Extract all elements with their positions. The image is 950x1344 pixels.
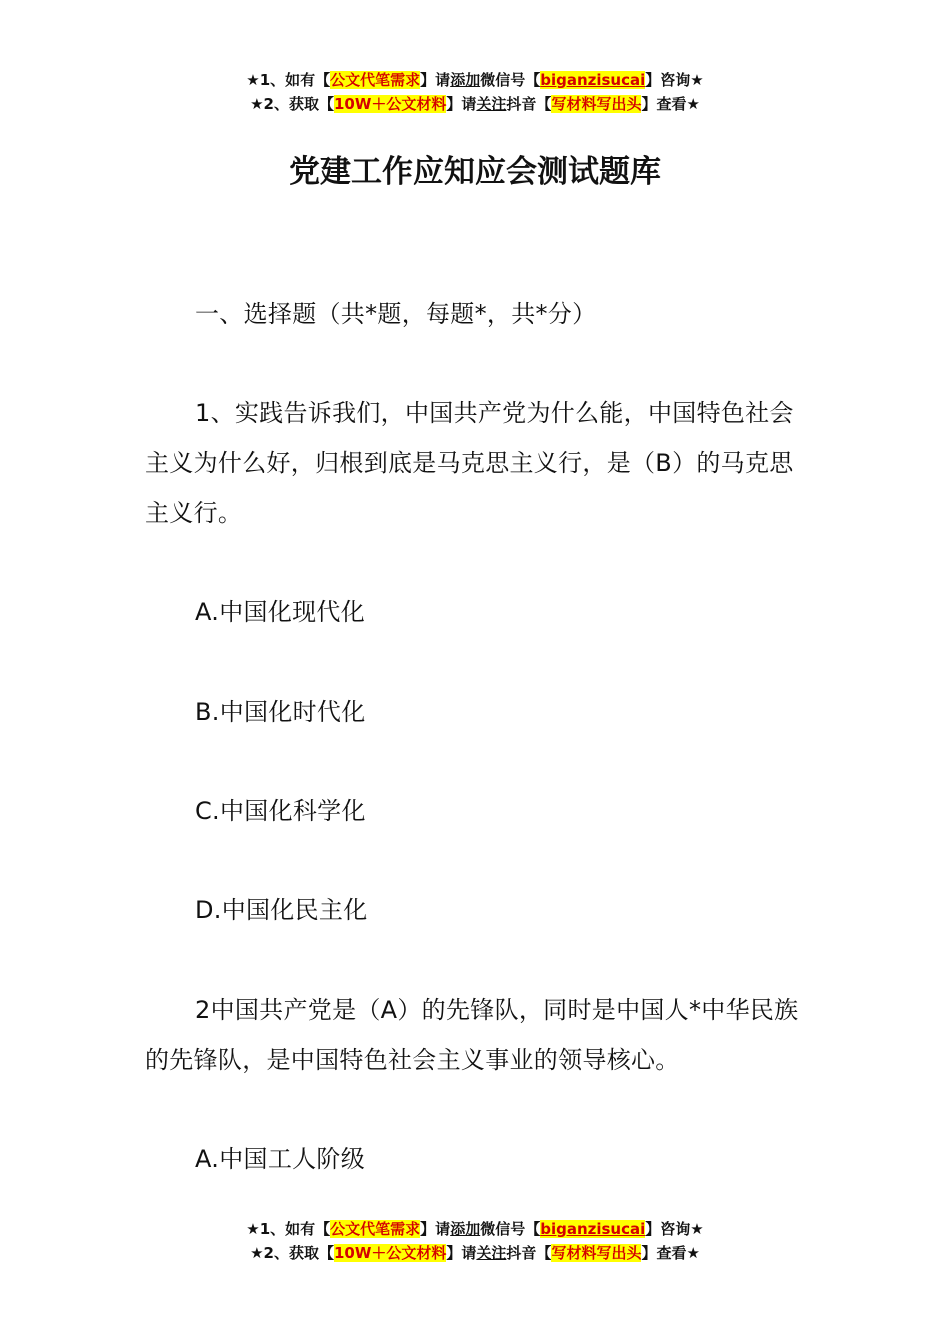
section-heading: 一、选择题（共*题，每题*，共*分） <box>195 300 597 328</box>
q1-option-a: A.中国化现代化 <box>195 598 366 626</box>
banner-underline: 关注 <box>476 95 507 113</box>
q1-option-d: D.中国化民主化 <box>195 896 368 924</box>
banner-text: ★2、获取【 <box>250 1244 334 1262</box>
banner-underline: 添加 <box>450 71 481 89</box>
banner-text: 】咨询★ <box>645 1220 704 1238</box>
banner-underline: 关注 <box>476 1244 507 1262</box>
banner-text: ★1、如有【 <box>246 71 331 89</box>
top-banner <box>0 68 950 116</box>
banner-text: 】查看★ <box>641 95 700 113</box>
banner-line-2 <box>0 1241 950 1265</box>
banner-text: 】请 <box>446 95 477 113</box>
q1-option-b: B.中国化时代化 <box>195 698 366 726</box>
banner-text: ★2、获取【 <box>250 95 334 113</box>
banner-text: 】查看★ <box>641 1244 700 1262</box>
question-2: 2中国共产党是（A）的先锋队，同时是中国人*中华民族的先锋队，是中国特色社会主义事业的领导核心。 <box>145 996 799 1074</box>
banner-text: 微信号【 <box>480 1220 541 1238</box>
banner-highlight: 公文代笔需求 <box>330 1220 421 1238</box>
wechat-id-link[interactable]: biganzisucai <box>540 1220 646 1238</box>
banner-text: 微信号【 <box>480 71 541 89</box>
q1-option-c: C.中国化科学化 <box>195 797 366 825</box>
banner-highlight: 写材料写出头 <box>551 1244 642 1262</box>
banner-text: ★1、如有【 <box>246 1220 331 1238</box>
banner-text: 抖音【 <box>506 1244 552 1262</box>
banner-highlight: 公文代笔需求 <box>330 71 421 89</box>
banner-text: 】请 <box>446 1244 477 1262</box>
banner-text: 抖音【 <box>506 95 552 113</box>
wechat-id-link[interactable]: biganzisucai <box>540 71 646 89</box>
bottom-banner <box>0 1217 950 1265</box>
banner-highlight: 写材料写出头 <box>551 95 642 113</box>
banner-underline: 添加 <box>450 1220 481 1238</box>
question-1: 1、实践告诉我们，中国共产党为什么能，中国特色社会主义为什么好，归根到底是马克思主义行，是（B）的马克思主义行。 <box>145 399 794 527</box>
banner-line-1 <box>0 68 950 92</box>
banner-line-1 <box>0 1217 950 1241</box>
banner-highlight: 10W＋公文材料 <box>333 1244 447 1262</box>
q2-option-a: A.中国工人阶级 <box>195 1145 366 1173</box>
banner-text: 】咨询★ <box>645 71 704 89</box>
banner-line-2 <box>0 92 950 116</box>
document-title: 党建工作应知应会测试题库 <box>289 154 661 190</box>
banner-text: 】请 <box>420 1220 451 1238</box>
banner-highlight: 10W＋公文材料 <box>333 95 447 113</box>
banner-text: 】请 <box>420 71 451 89</box>
